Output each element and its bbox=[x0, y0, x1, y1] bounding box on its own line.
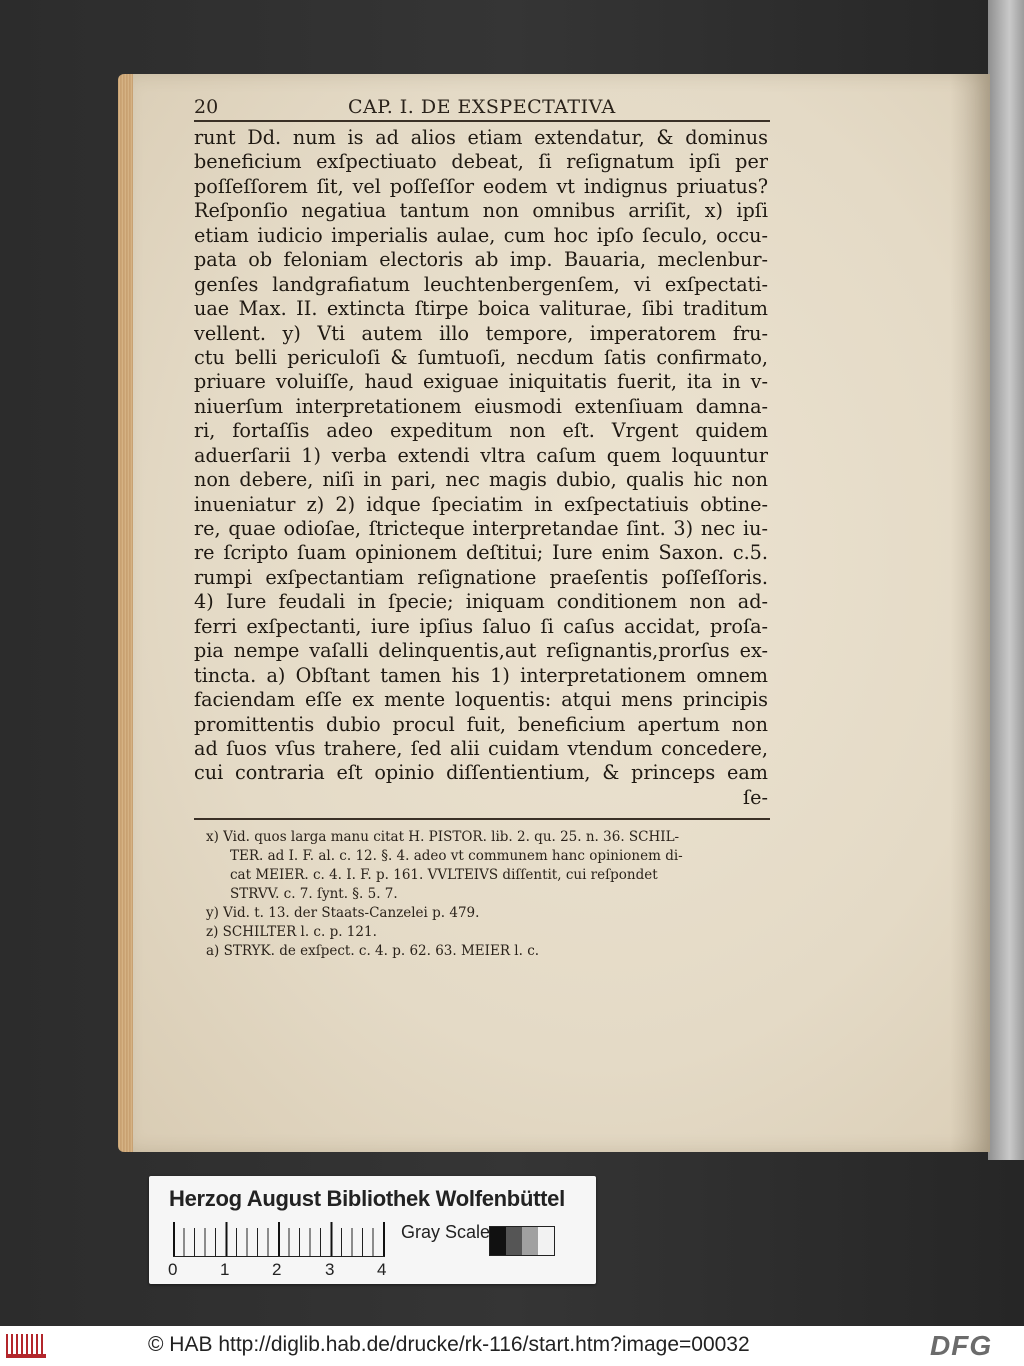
scan-board-edge bbox=[988, 0, 1024, 1160]
dfg-logo: DFG bbox=[930, 1330, 993, 1361]
hab-logo-base bbox=[6, 1354, 46, 1358]
copyright-link[interactable]: © HAB http://diglib.hab.de/drucke/rk-116/start.htm?image=00032 bbox=[148, 1333, 750, 1356]
footnote: x) Vid. quos larga manu citat H. PISTOR. lib. 2. qu. 25. n. 36. SCHIL- bbox=[206, 829, 680, 845]
ruler-number: 3 bbox=[325, 1260, 335, 1279]
text-line: vellent. y) Vti autem illo tempore, imperatorem fru- bbox=[194, 321, 768, 345]
gray-swatch bbox=[490, 1227, 506, 1255]
page-number: 20 bbox=[194, 96, 219, 118]
text-line: non debere, niſi in pari, nec magis dubio, qualis hic non bbox=[194, 468, 768, 492]
text-line: etiam iudicio imperialis aulae, cum hoc ipſo ſeculo, occu- bbox=[194, 223, 768, 247]
text-line: re ſcripto ſuam opinionem deſtitui; Iure enim Saxon. c.5. bbox=[194, 541, 768, 565]
gutter-shadow bbox=[950, 74, 990, 1152]
head-rule bbox=[194, 120, 770, 122]
text-line: re, quae odioſae, ſtricteque interpretandae ſint. 3) nec iu- bbox=[194, 517, 768, 540]
ruler-number: 2 bbox=[272, 1260, 282, 1279]
text-line: 4) Iure feudali in ſpecie; iniquam conditionem non ad- bbox=[194, 590, 768, 614]
text-line: ri, fortaſſis adeo expeditum non eſt. Vrgent quidem bbox=[194, 419, 768, 443]
text-line: rumpi exſpectantiam reſignatione praeſentis poſſeſſoris. bbox=[194, 565, 768, 589]
text-line: Reſponſio negatiua tantum non omnibus arriſit, x) ipſi bbox=[194, 199, 768, 223]
text-line: tincta. a) Obſtant tamen his 1) interpretationem omnem bbox=[194, 663, 768, 687]
ruler-number: 4 bbox=[377, 1260, 387, 1279]
text-line: ferri exſpectanti, iure ipſius ſaluo ſi caſus accidat, proſa- bbox=[194, 614, 768, 638]
color-target-card bbox=[149, 1176, 596, 1284]
footnote-continuation: cat MEIER. c. 4. I. F. p. 161. VVLTEIVS diſſentit, cui reſpondet bbox=[230, 867, 658, 883]
grayscale-label: Gray Scale bbox=[401, 1222, 491, 1242]
footer-bar bbox=[0, 1326, 1024, 1366]
footnotes bbox=[206, 828, 766, 961]
gray-swatch bbox=[538, 1227, 554, 1255]
footnote-continuation: TER. ad I. F. al. c. 12. §. 4. adeo vt communem hanc opinionem di- bbox=[230, 848, 683, 864]
text-line: beneficium exſpectiuato debeat, ſi reſignatum ipſi per bbox=[194, 150, 768, 174]
ruler-number: 0 bbox=[168, 1260, 178, 1279]
ruler-major-ticks bbox=[173, 1222, 385, 1256]
footnote-rule bbox=[194, 818, 770, 820]
gray-swatch bbox=[506, 1227, 522, 1255]
text-line: ctu belli periculoſi & ſumtuoſi, necdum ſatis confirmato, bbox=[194, 345, 768, 369]
footnote: a) STRYK. de exſpect. c. 4. p. 62. 63. MEIER l. c. bbox=[206, 943, 540, 959]
body-text bbox=[194, 126, 768, 810]
footnote-continuation: STRVV. c. 7. ſynt. §. 5. 7. bbox=[230, 886, 398, 902]
footnote: z) SCHILTER l. c. p. 121. bbox=[206, 924, 377, 940]
text-line: inueniatur z) 2) idque ſpeciatim in exſpectatiuis obtine- bbox=[194, 492, 768, 516]
catchword: ſe- bbox=[743, 785, 768, 809]
library-name: Herzog August Bibliothek Wolfenbüttel bbox=[169, 1186, 565, 1211]
text-line: uae Max. II. extincta ſtirpe boica valiturae, ſibi traditum bbox=[194, 297, 768, 321]
running-head bbox=[194, 96, 766, 122]
text-line: poſſeſſorem ſit, vel poſſeſſor eodem vt indignus priuatus? bbox=[194, 174, 768, 198]
text-line: cui contraria eſt opinio diſſentientium, & princeps eam bbox=[194, 761, 768, 785]
gray-swatch bbox=[522, 1227, 538, 1255]
grayscale-swatches bbox=[489, 1226, 555, 1256]
chapter-title: CAP. I. DE EXSPECTATIVA bbox=[348, 96, 616, 118]
text-line: runt Dd. num is ad alios etiam extendatur, & dominus bbox=[194, 126, 768, 149]
text-line: faciendam eſſe ex mente loquentis: atqui mens principis bbox=[194, 688, 768, 712]
text-line: pia nempe vaſalli delinquentis,aut reſignantis,prorſus ex- bbox=[194, 639, 768, 663]
text-line: pata ob feloniam electoris ab imp. Bauaria, meclenbur- bbox=[194, 248, 768, 272]
text-line: genſes landgrafiatum leuchtenbergenſem, vi exſpectati- bbox=[194, 272, 768, 296]
text-line: promittentis dubio procul fuit, beneficium apertum non bbox=[194, 712, 768, 736]
text-line: ad ſuos vſus trahere, ſed alii cuidam vtendum concedere, bbox=[194, 736, 768, 760]
footnote: y) Vid. t. 13. der Staats-Canzelei p. 479. bbox=[206, 905, 480, 921]
text-line: niuerſum interpretationem eiusmodi extenſiuam damna- bbox=[194, 394, 768, 418]
text-line: priuare voluiſſe, haud exiguae iniquitatis fuerit, ita in v- bbox=[194, 370, 768, 394]
text-line: aduerſarii 1) verba extendi vltra caſum quem loquuntur bbox=[194, 443, 768, 467]
ruler-number: 1 bbox=[220, 1260, 230, 1279]
